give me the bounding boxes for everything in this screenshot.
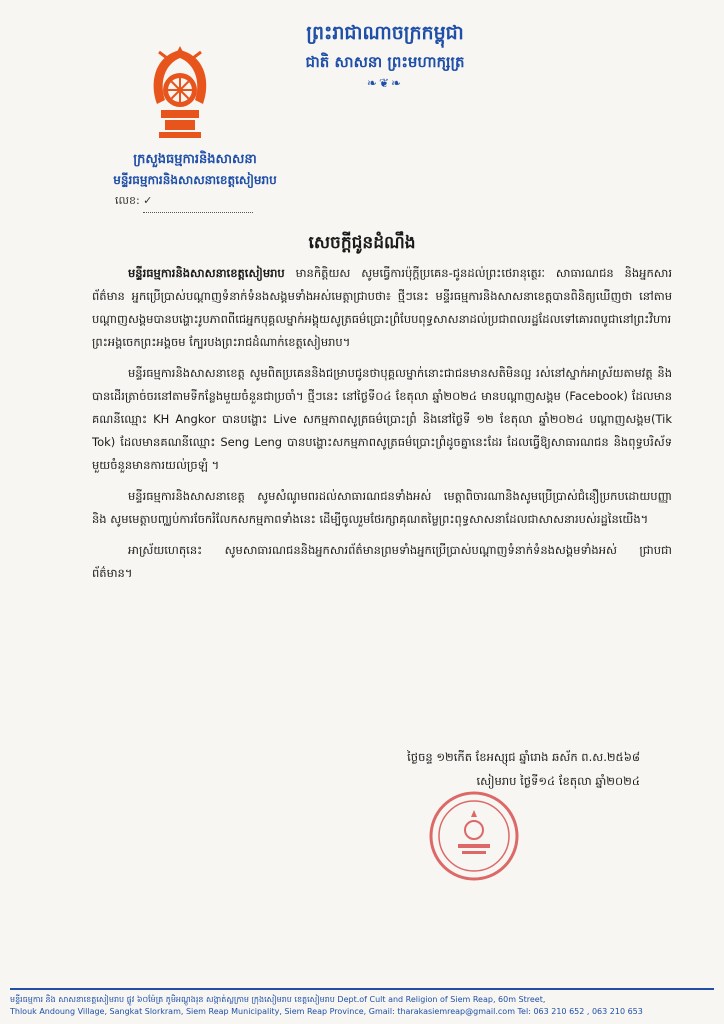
paragraph-1-sender: មន្ទីរធម្មការនិងសាសនាខេត្តសៀមរាប (128, 266, 285, 280)
paragraph-2: មន្ទីរធម្មការនិងសាសនាខេត្ត សូមពិតប្រគេននិងជម្រាបជូនថាបុគ្គលម្នាក់នោះជាជនមានសតិមិនល្អ រស់នៅស្នាក់អាស្រ័យតាមវត្ត និងបានដើរត្រាច់ចរនៅតាមទីកន្លែងមួយចំនួនជាប្រចាំ។ ថ្មីៗនេះ នៅថ្ងៃទី០៤ ខែតុលា ឆ្នាំ២០២៤ មានបណ្តាញសង្គម (Facebook) ដែលមានគណនីឈ្មោះ KH Angkor បានបង្ហោះ Live សកម្មភាពសូត្រធម៌ប្រោះព្រំ និងនៅថ្ងៃទី ១២ ខែតុលា ឆ្នាំ២០២៤ បណ្តាញសង្គម(Tik Tok) ដែលមានគណនីឈ្មោះ Seng Leng បានបង្ហោះសកម្មភាពសូត្រធម៌ប្រោះព្រំដូចគ្នានេះដែរ ដែលធ្វើឱ្យសាធារណជន និងពុទ្ធបរិស័ទមួយចំនួនមានការយល់ច្រឡំ ។ (92, 366, 672, 472)
date-block (300, 745, 640, 793)
lunar-date: ថ្ងៃចន្ទ ១២កើត ខែអស្សុជ ឆ្នាំរោង ឆស័ក ព.ស.២៥៦៨ (407, 750, 640, 764)
letter-body (92, 262, 672, 593)
footer-address-line-2: Thlouk Andoung Village, Sangkat Slorkram, Siem Reap Municipality, Siem Reap Province, Gmail: tharakasiemreap@gmail.com Tel: 063 210 652 , 063 210 653 (10, 1007, 643, 1016)
ministry-block (75, 150, 315, 213)
nation-motto: ជាតិ សាសនា ព្រះមហាក្សត្រ (305, 53, 465, 71)
department-name: មន្ទីរធម្មការនិងសាសនាខេត្តសៀមរាប (113, 173, 277, 187)
document-title: សេចក្តីជូនដំណឹង (308, 233, 416, 253)
paragraph-3: មន្ទីរធម្មការនិងសាសនាខេត្ត សូមសំណូមពរដល់សាធារណជនទាំងអស់ មេត្តាពិចារណានិងសូមប្រើប្រាស់ជំនឿប្រកបដោយបញ្ញា និង សូមមេត្តាបញ្ឈប់ការចែករំលែកសកម្មភាពទាំងនេះ ដើម្បីចូលរួមថែរក្សាគុណតម្លៃព្រះពុទ្ធសាសនាដែលជាសាសនារបស់រដ្ឋនៃយើង។ (92, 489, 672, 526)
ministry-name: ក្រសួងធម្មការនិងសាសនា (133, 152, 257, 167)
paragraph-1 (92, 262, 672, 354)
reference-label: លេខ: (115, 194, 140, 207)
letter-footer (10, 988, 714, 1018)
kingdom-title: ព្រះរាជាណាចក្រកម្ពុជា (306, 22, 464, 44)
solar-date: សៀមរាប ថ្ងៃទី១៤ ខែតុលា ឆ្នាំ២០២៤ (476, 774, 640, 788)
official-seal-icon (428, 790, 520, 882)
paragraph-4: អាស្រ័យហេតុនេះ សូមសាធារណជននិងអ្នកសារព័ត៌មានព្រមទាំងអ្នកប្រើប្រាស់បណ្តាញទំនាក់ទំនងសង្គមទាំងអស់ ជ្រាបជាព័ត៌មាន។ (92, 543, 672, 580)
reference-value: ✓ (143, 190, 253, 213)
header-ornament: ❧❦❧ (366, 76, 404, 90)
ministry-emblem-icon (145, 42, 215, 152)
footer-address-line-1: មន្ទីរធម្មការ និង សាសនាខេត្តសៀមរាប ផ្លូវ ៦០ម៉ែត្រ ភូមិអណ្តូងរុន សង្កាត់ស្លក្រាម ក្រុងសៀមរាប ខេត្តសៀមរាប Dept.of Cult and Religion of Siem Reap, 60m Street, (10, 995, 546, 1004)
paragraph-1-text: មានកិត្តិយស សូមធ្វើការប៉ុក្តីប្រគេន-ជូនដល់ព្រះថេរានុត្ថេរៈ សាធារណជន និងអ្នកសារព័ត៌មាន អ្នកប្រើប្រាស់បណ្តាញទំនាក់ទំនងសង្គមទាំងអស់មេត្តាជ្រាបថា៖ ថ្មីៗនេះ មន្ទីរធម្មការនិងសាសនាខេត្តបានពិនិត្យឃើញថា នៅតាមបណ្តាញសង្គមបានបង្ហោះរូបភាពពីជេអ្នកបុគ្គលម្នាក់អង្គុយសូត្រធម៌ប្រោះព្រំបែបពុទ្ធសាសនាដល់ប្រជាពលរដ្ឋដែលទៅគោរពបូជានៅព្រះវិហារព្រះអង្គចេកព្រះអង្គចម ក្បែរបងព្រះរាជដំណាក់ខេត្តសៀមរាប។ (92, 266, 672, 349)
kingdom-header (250, 20, 520, 90)
reference-number (75, 190, 315, 213)
